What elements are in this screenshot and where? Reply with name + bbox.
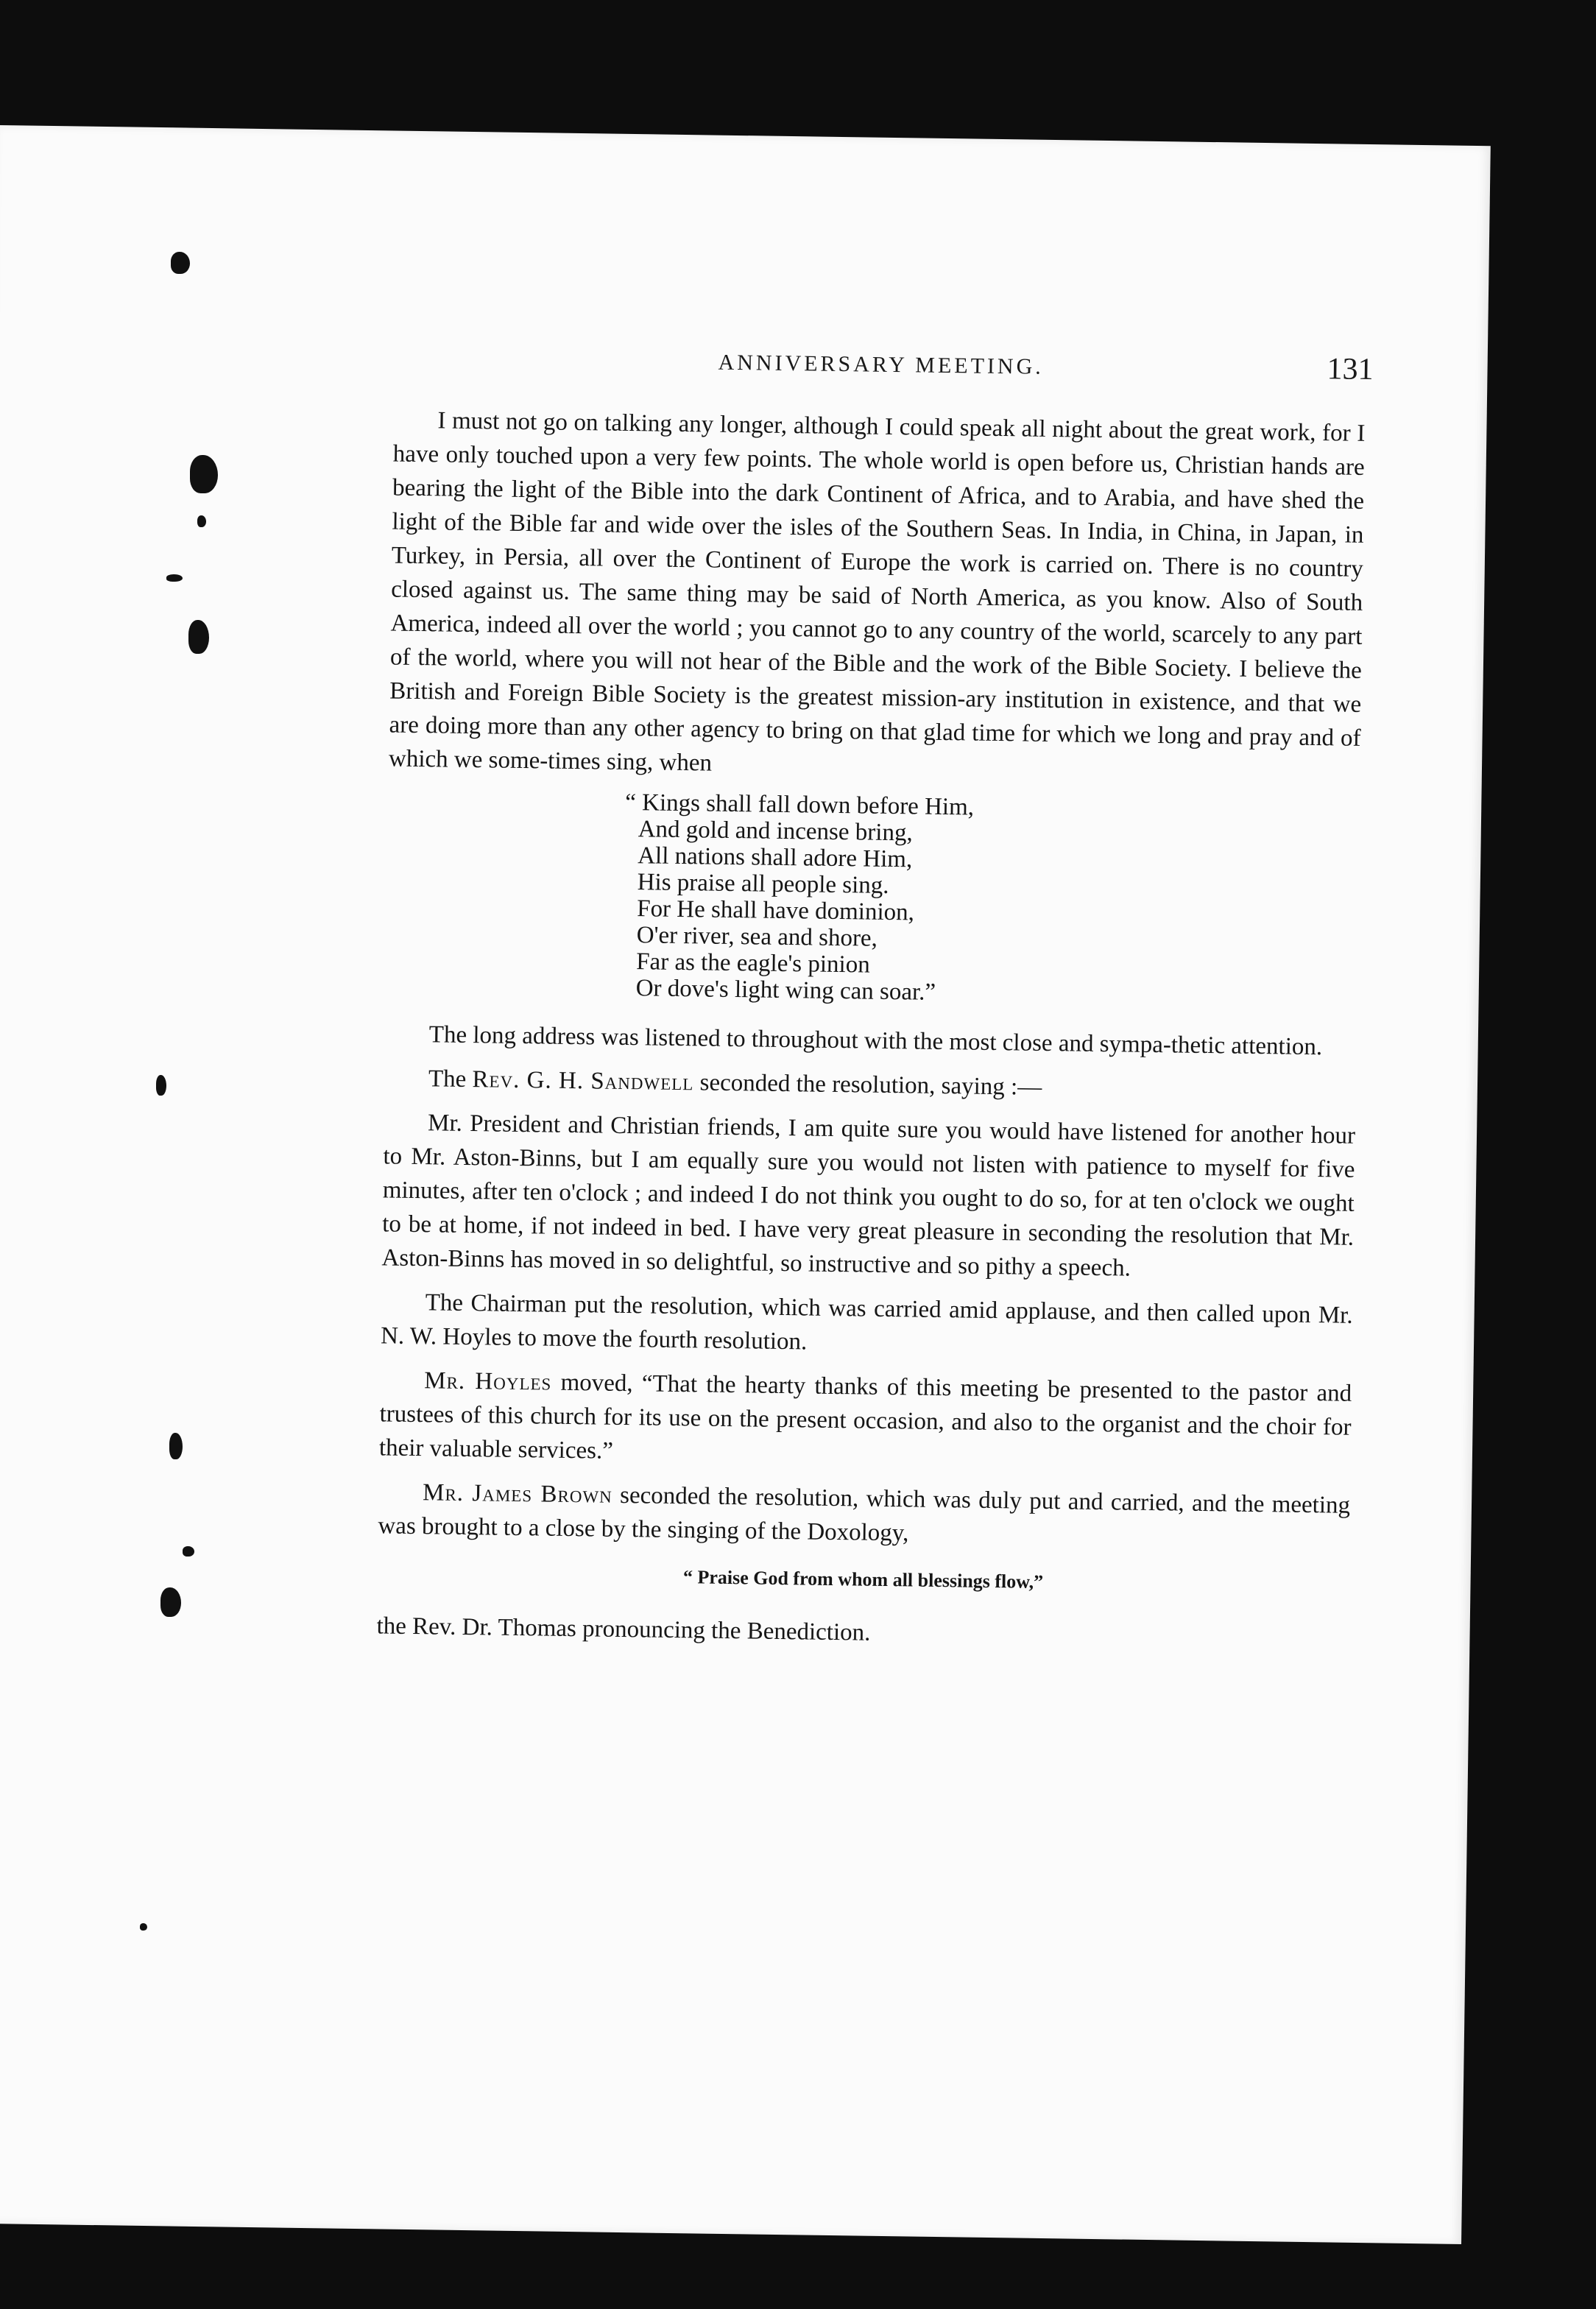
- poem-line: “ Kings shall fall down before Him,: [624, 789, 975, 821]
- paragraph-7-rest: seconded the resolution, which was duly put and carried, and the meeting was brought to a close by the singing of the Doxology,: [378, 1481, 1351, 1547]
- paragraph-1: I must not go on talking any longer, although I could speak all night about the great work, for I have only touched upon a very few points. The whole world is open before us, Christian hands are bearing the light of the Bible into the dark Continent of Africa, and to Arabia, and have shed the light of the Bible far and wide over the isles of the Southern Seas. In India, in China, in Japan, in Turkey, in Persia, all over the Continent of Europe the work is carried on. There is no country closed against us. The same thing may be said of North America, as you know. Also of South America, indeed all over the world ; you cannot go to any country of the world, scarcely to any part of the world, where you will not hear of the Bible and the work of the Bible Society. I believe the British and Foreign Bible Society is the greatest mission-ary institution in existence, and that we are doing more than any other agency to bring on that glad time for which we long and pray and of which we some-times sing, when: [388, 407, 1366, 777]
- speaker-name: Mr. Hoyles: [423, 1367, 552, 1396]
- poem-line: All nations shall adore Him,: [637, 842, 913, 873]
- poem-line: His praise all people sing.: [637, 869, 889, 899]
- speaker-name: Mr. James Brown: [422, 1479, 613, 1509]
- poem-line: Far as the eagle's pinion: [635, 948, 870, 979]
- closing-line: the Rev. Dr. Thomas pronouncing the Benediction.: [376, 1612, 871, 1646]
- ink-blot: [197, 515, 206, 527]
- ink-blot: [166, 574, 183, 582]
- ink-blot: [160, 1587, 181, 1617]
- poem-line: Or dove's light wing can soar.”: [635, 975, 936, 1006]
- ink-blot: [188, 620, 209, 654]
- ink-blot: [171, 252, 190, 274]
- speaker-name: Rev. G. H. Sandwell: [472, 1066, 694, 1096]
- document-page: [0, 125, 1491, 2244]
- body-text: [376, 403, 1366, 1667]
- paragraph-7: [378, 1475, 1350, 1556]
- paragraph-6-rest: moved, “That the hearty thanks of this meeting be presented to the pastor and trustees of this church for its use on the present occasion, and also to the organist and the choir for their valuable services.”: [378, 1369, 1352, 1464]
- ink-blot: [140, 1923, 147, 1931]
- ink-blot: [190, 455, 218, 493]
- hymn-quote: [624, 789, 1360, 1012]
- paragraph-4: Mr. President and Christian friends, I am quite sure you would have listened for another hour to Mr. Aston-Binns, but I am equally sure you would not listen with patience to myself for five minutes, after ten o'clock ; and indeed I do not think you ought to do so, for at ten o'clock we ought to be at home, if not indeed in bed. I have very great pleasure in seconding the resolution that Mr. Aston-Binns has moved in so delightful, so instructive and so pithy a speech.: [381, 1110, 1356, 1282]
- paragraph-3-start: The: [428, 1065, 467, 1093]
- running-head: ANNIVERSARY MEETING.: [718, 350, 1045, 379]
- paragraph-2: The long address was listened to throughout with the most close and sympa-thetic attention.: [428, 1021, 1323, 1061]
- doxology-quote: “ Praise God from whom all blessings flow,”: [682, 1566, 1044, 1593]
- ink-blot: [156, 1075, 166, 1096]
- ink-blot: [183, 1546, 194, 1557]
- poem-line: For He shall have dominion,: [636, 895, 915, 926]
- paragraph-3: [384, 1061, 1357, 1108]
- page-header: [394, 346, 1374, 404]
- ink-blot: [169, 1433, 183, 1459]
- paragraph-3-rest: seconded the resolution, saying :—: [699, 1069, 1042, 1101]
- page-number: 131: [1327, 352, 1374, 387]
- poem-line: O'er river, sea and shore,: [636, 922, 878, 952]
- paragraph-6: [379, 1363, 1352, 1478]
- paragraph-5: The Chairman put the resolution, which was carried amid applause, and then called upon Mr. N. W. Hoyles to move the fourth resolution.: [380, 1289, 1353, 1356]
- poem-line: And gold and incense bring,: [638, 816, 913, 847]
